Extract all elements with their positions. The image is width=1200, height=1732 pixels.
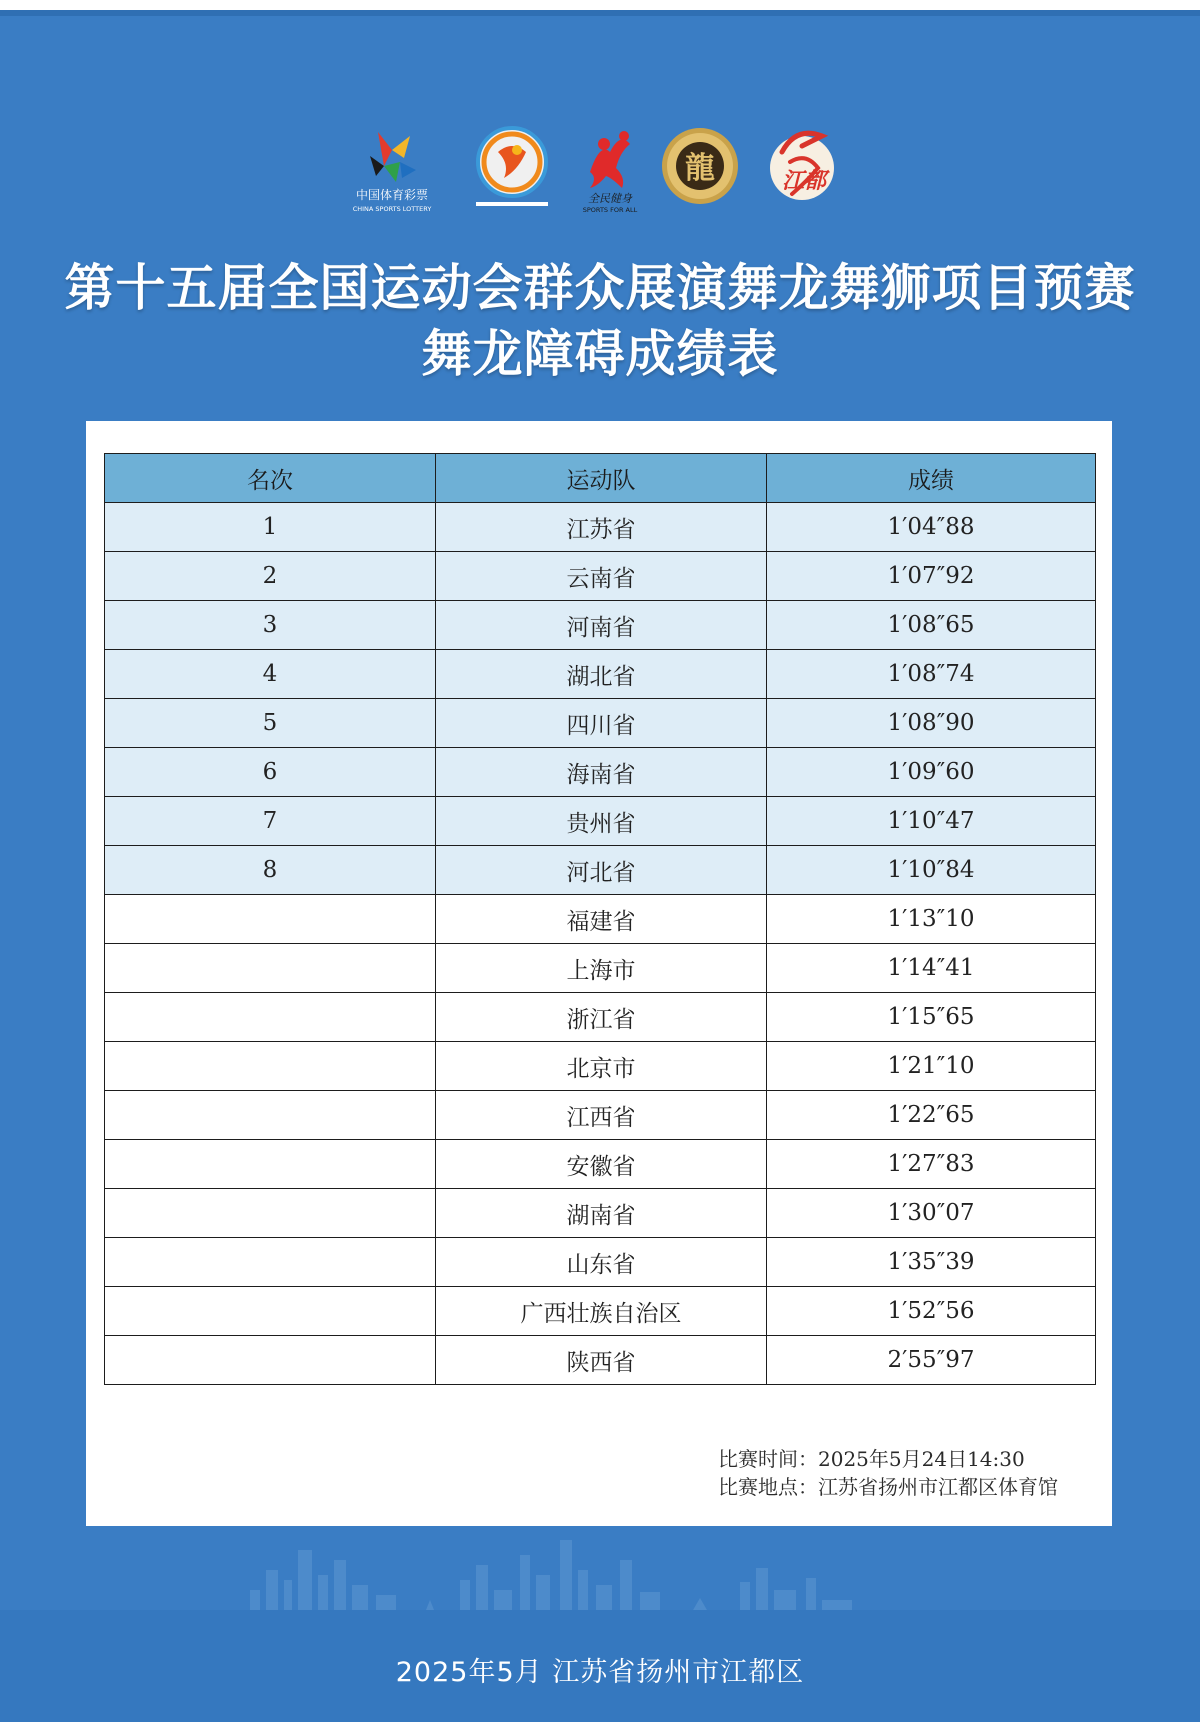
table-row [105,552,1096,601]
cell-team: 江苏省 [436,503,767,552]
cell-team: 安徽省 [436,1140,767,1189]
logo-sports-for-all-subtext: SPORTS FOR ALL [582,206,638,214]
logo-dragon-char: 龍 [685,151,715,186]
cell-team: 河南省 [436,601,767,650]
sports-association-logo [462,122,562,214]
header-team: 运动队 [436,454,767,503]
results-card [86,421,1112,1526]
event-venue: 比赛地点：江苏省扬州市江都区体育馆 [718,1475,1058,1499]
table-row [105,503,1096,552]
bottom-stripe [0,1722,1200,1732]
top-stripe-line [0,10,1200,16]
logo-sports-for-all-text: 全民健身 [588,192,632,205]
cell-rank: 1 [105,503,436,552]
cell-rank [105,993,436,1042]
cell-team: 北京市 [436,1042,767,1091]
results-table [104,453,1096,1385]
cell-team: 陕西省 [436,1336,767,1385]
cell-score: 2′55″97 [767,1336,1096,1385]
cell-score: 1′22″65 [767,1091,1096,1140]
cell-team: 江西省 [436,1091,767,1140]
table-row [105,797,1096,846]
table-row [105,1042,1096,1091]
cell-team: 浙江省 [436,993,767,1042]
table-row [105,846,1096,895]
cell-score: 1′15″65 [767,993,1096,1042]
table-row [105,699,1096,748]
table-row [105,748,1096,797]
cell-team: 四川省 [436,699,767,748]
table-row [105,1140,1096,1189]
cell-score: 1′35″39 [767,1238,1096,1287]
table-row [105,1091,1096,1140]
cell-team: 广西壮族自治区 [436,1287,767,1336]
cell-score: 1′09″60 [767,748,1096,797]
cell-score: 1′10″47 [767,797,1096,846]
cell-rank [105,1140,436,1189]
cell-score: 1′52″56 [767,1287,1096,1336]
cell-rank: 5 [105,699,436,748]
cell-team: 云南省 [436,552,767,601]
page-subtitle: 舞龙障碍成绩表 [421,325,779,383]
table-row [105,1287,1096,1336]
cell-rank [105,1336,436,1385]
cell-score: 1′10″84 [767,846,1096,895]
cell-rank: 2 [105,552,436,601]
jiangdu-logo [752,122,852,214]
china-sports-lottery-logo [340,122,445,214]
cell-rank [105,1042,436,1091]
table-header-row [105,454,1096,503]
header-score: 成绩 [767,454,1096,503]
cell-rank [105,1189,436,1238]
cell-team: 上海市 [436,944,767,993]
sports-for-all-logo [560,122,660,214]
cell-rank [105,1238,436,1287]
cell-score: 1′14″41 [767,944,1096,993]
cell-rank: 8 [105,846,436,895]
cell-score: 1′27″83 [767,1140,1096,1189]
table-row [105,650,1096,699]
table-row [105,944,1096,993]
cell-team: 河北省 [436,846,767,895]
table-row [105,1238,1096,1287]
cell-rank: 7 [105,797,436,846]
logo-lottery-subtext: CHINA SPORTS LOTTERY [352,205,432,213]
event-time: 比赛时间：2025年5月24日14:30 [718,1447,1025,1471]
cell-score: 1′13″10 [767,895,1096,944]
cell-rank [105,1287,436,1336]
cell-score: 1′21″10 [767,1042,1096,1091]
footer-text: 2025年5月 江苏省扬州市江都区 [395,1657,805,1688]
table-row [105,1189,1096,1238]
table-row [105,993,1096,1042]
header-rank: 名次 [105,454,436,503]
logo-row [0,122,1200,214]
cell-team: 湖北省 [436,650,767,699]
cell-rank [105,895,436,944]
cell-team: 山东省 [436,1238,767,1287]
cell-score: 1′07″92 [767,552,1096,601]
cell-rank: 4 [105,650,436,699]
logo-jiangdu-text: 江都 [781,168,827,194]
cell-team: 贵州省 [436,797,767,846]
top-stripe [0,0,1200,10]
table-row [105,601,1096,650]
cell-team: 海南省 [436,748,767,797]
event-info [718,1445,1058,1501]
logo-lottery-text: 中国体育彩票 [355,188,429,202]
cell-score: 1′08″74 [767,650,1096,699]
dragon-lion-dance-association-logo [650,122,750,214]
cell-score: 1′08″90 [767,699,1096,748]
cell-team: 福建省 [436,895,767,944]
cell-score: 1′30″07 [767,1189,1096,1238]
page-title: 第十五届全国运动会群众展演舞龙舞狮项目预赛 [64,259,1136,317]
cell-rank [105,944,436,993]
cell-rank: 6 [105,748,436,797]
cell-rank: 3 [105,601,436,650]
cell-score: 1′04″88 [767,503,1096,552]
cell-team: 湖南省 [436,1189,767,1238]
cell-rank [105,1091,436,1140]
table-row [105,1336,1096,1385]
cell-score: 1′08″65 [767,601,1096,650]
table-row [105,895,1096,944]
